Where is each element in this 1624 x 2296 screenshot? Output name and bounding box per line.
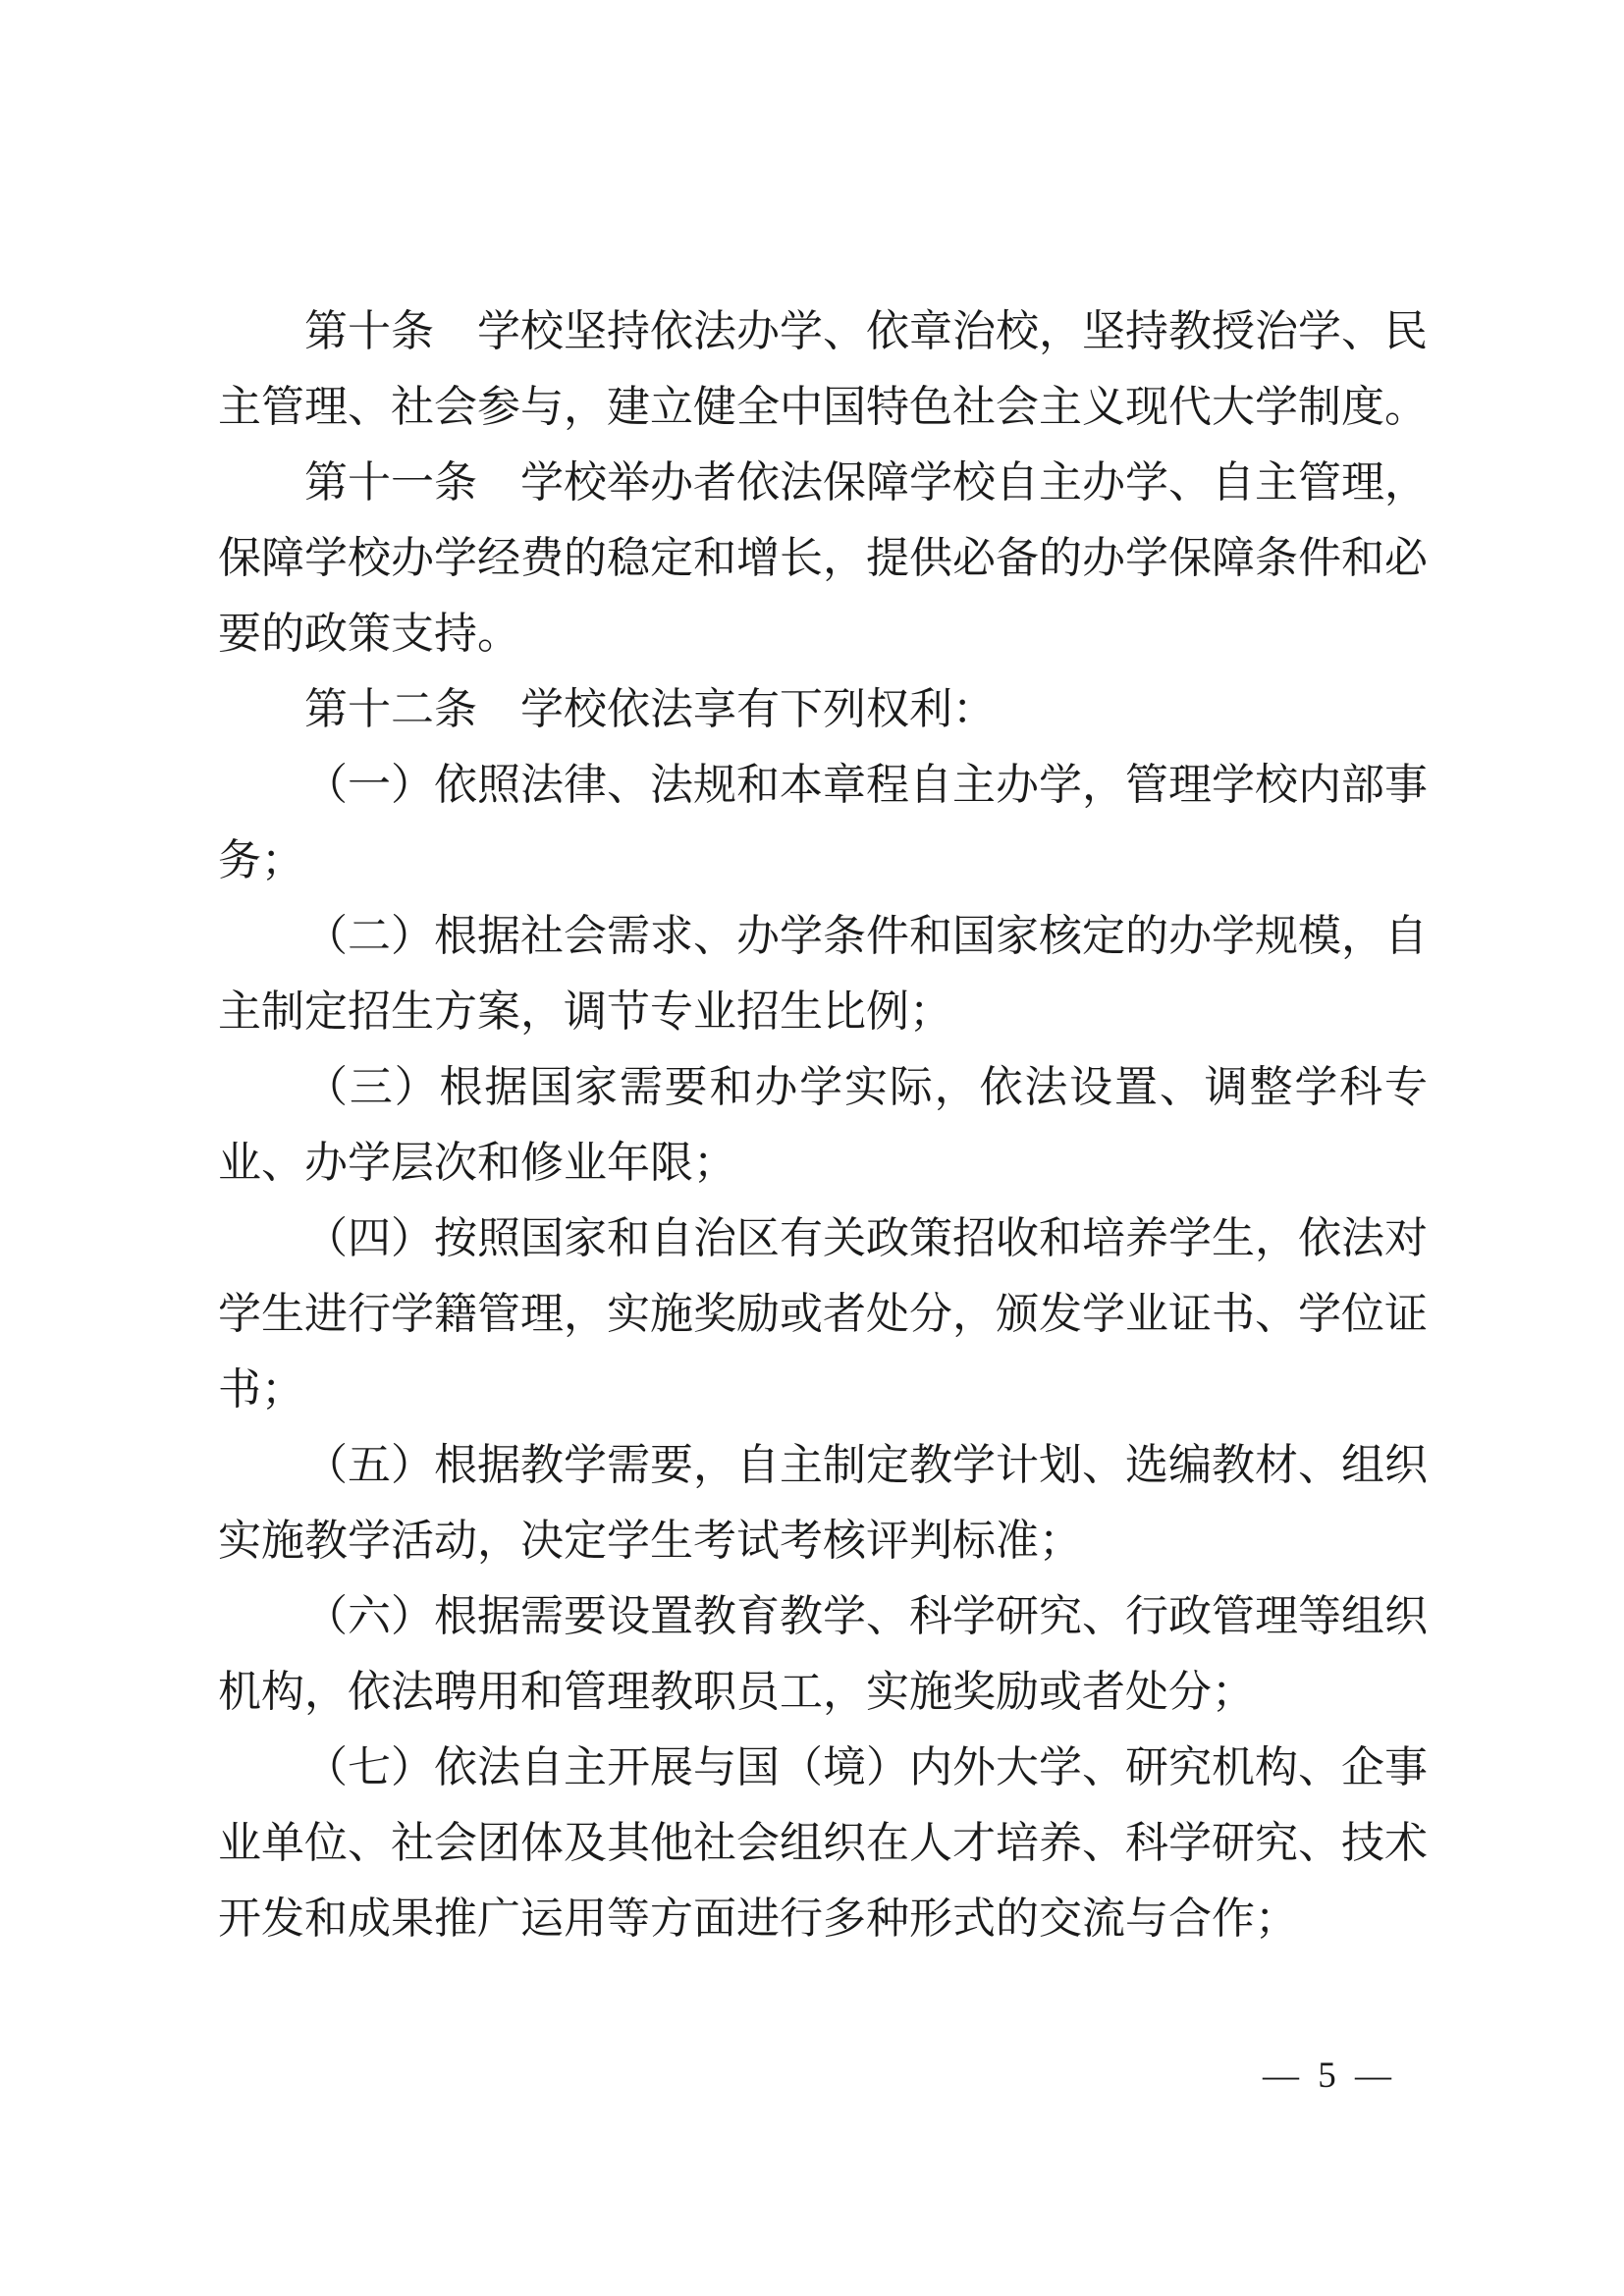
paragraph-item-2: （二）根据社会需求、办学条件和国家核定的办学规模，自主制定招生方案，调节专业招生比例； — [218, 912, 1428, 1036]
page-number: — 5 — — [1263, 2056, 1396, 2096]
paragraph-item-3: （三）根据国家需要和办学实际，依法设置、调整学科专业、办学层次和修业年限； — [218, 1063, 1428, 1187]
paragraph-article-10: 第十条 学校坚持依法办学、依章治校，坚持教授治学、民主管理、社会参与，建立健全中国特色社会主义现代大学制度。 — [218, 307, 1428, 431]
paragraph-article-11: 第十一条 学校举办者依法保障学校自主办学、自主管理，保障学校办学经费的稳定和增长，提供必备的办学保障条件和必要的政策支持。 — [218, 458, 1428, 658]
paragraph-item-6: （六）根据需要设置教育教学、科学研究、行政管理等组织机构，依法聘用和管理教职员工，实施奖励或者处分； — [218, 1592, 1428, 1716]
paragraph-item-5: （五）根据教学需要，自主制定教学计划、选编教材、组织实施教学活动，决定学生考试考核评判标准； — [218, 1441, 1428, 1565]
paragraph-article-12: 第十二条 学校依法享有下列权利： — [304, 685, 996, 733]
paragraph-item-7: （七）依法自主开展与国（境）内外大学、研究机构、企事业单位、社会团体及其他社会组织在人才培养、科学研究、技术开发和成果推广运用等方面进行多种形式的交流与合作； — [218, 1743, 1428, 1943]
paragraph-item-4: （四）按照国家和自治区有关政策招收和培养学生，依法对学生进行学籍管理，实施奖励或者处分，颁发学业证书、学位证书； — [218, 1214, 1428, 1414]
document-body — [218, 294, 1428, 1956]
paragraph-item-1: （一）依照法律、法规和本章程自主办学，管理学校内部事务； — [218, 761, 1428, 884]
